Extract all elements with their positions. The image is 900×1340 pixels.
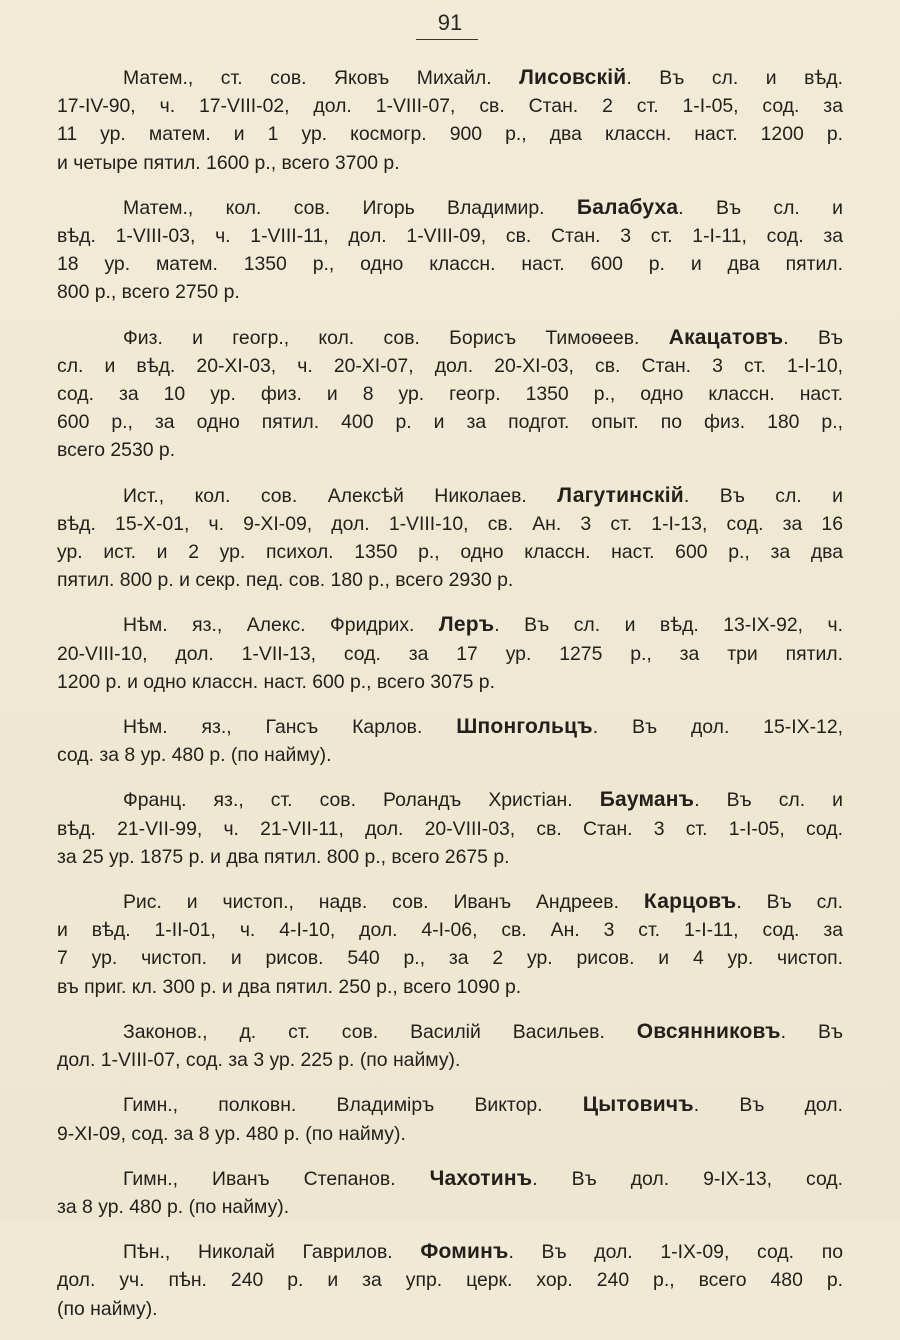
page-number-rule xyxy=(416,39,478,40)
entry-line xyxy=(57,92,843,120)
page-number: 91 xyxy=(437,10,463,35)
entry-text: Гимн., Иванъ Степанов. xyxy=(123,1167,396,1190)
entry-text: 17-IV-90, ч. 17-VIII-02, дол. 1-VIII-07, св. Стан. 2 ст. 1-I-05, сод. за xyxy=(57,95,843,118)
staff-entry xyxy=(57,1238,843,1323)
entry-line xyxy=(57,888,843,916)
entry-line xyxy=(57,380,843,408)
entry-text: вѣд. 1-VIII-03, ч. 1-VIII-11, дол. 1-VIII-09, св. Стан. 3 ст. 1-I-11, сод. за xyxy=(57,225,843,248)
entry-line xyxy=(57,1120,843,1148)
entry-line xyxy=(57,482,843,510)
entry-text: . Въ xyxy=(780,1020,844,1043)
entry-surname: Цытовичъ xyxy=(582,1093,694,1117)
entry-line xyxy=(57,510,843,538)
entry-text: 800 р., всего 2750 р. xyxy=(57,281,240,304)
staff-entry xyxy=(57,482,843,595)
entry-text: за 8 ур. 480 р. (по найму). xyxy=(57,1195,290,1218)
entry-text: 18 ур. матем. 1350 р., одно классн. наст. 600 р. и два пятил. xyxy=(57,253,843,276)
staff-entry xyxy=(57,64,843,177)
entry-surname: Чахотинъ xyxy=(429,1166,533,1190)
staff-entry xyxy=(57,324,843,465)
entry-surname: Леръ xyxy=(438,613,495,637)
entry-text: . Въ xyxy=(783,326,844,349)
entry-text: (по найму). xyxy=(57,1297,158,1320)
entry-surname: Овсянниковъ xyxy=(636,1019,781,1043)
entry-line xyxy=(57,1266,843,1294)
entry-text: 600 р., за одно пятил. 400 р. и за подгот. опыт. по физ. 180 р., xyxy=(57,411,843,434)
entry-text: 9-XI-09, сод. за 8 ур. 480 р. (по найму). xyxy=(57,1122,406,1145)
staff-entry xyxy=(57,786,843,871)
entry-text: и вѣд. 1-II-01, ч. 4-I-10, дол. 4-I-06, св. Ан. 3 ст. 1-I-11, сод. за xyxy=(57,919,843,942)
entry-line xyxy=(57,1295,843,1323)
entry-text: Гимн., полковн. Владиміръ Виктор. xyxy=(123,1094,543,1117)
entry-line xyxy=(57,250,843,278)
entry-text: дол. 1-VIII-07, сод. за 3 ур. 225 р. (по найму). xyxy=(57,1049,461,1072)
entry-line xyxy=(57,815,843,843)
entry-text: сод. за 10 ур. физ. и 8 ур. геогр. 1350 р., одно классн. наст. xyxy=(57,383,843,406)
entry-line xyxy=(57,843,843,871)
entry-text: . Въ дол. xyxy=(693,1094,843,1117)
staff-entry xyxy=(57,1091,843,1147)
entry-line xyxy=(57,1046,843,1074)
entry-text: 1200 р. и одно классн. наст. 600 р., всего 3075 р. xyxy=(57,670,495,693)
entry-text: 20-VIII-10, дол. 1-VII-13, сод. за 17 ур. 1275 р., за три пятил. xyxy=(57,642,843,665)
entry-line xyxy=(57,64,843,92)
entry-text: Матем., кол. сов. Игорь Владимир. xyxy=(123,196,545,219)
entry-surname: Карцовъ xyxy=(643,890,737,914)
staff-entry xyxy=(57,194,843,307)
entry-surname: Лагутинскій xyxy=(557,483,684,507)
entry-surname: Бауманъ xyxy=(599,788,695,812)
staff-entries xyxy=(57,64,843,1340)
entry-line xyxy=(57,1018,843,1046)
entry-line xyxy=(57,713,843,741)
entry-line xyxy=(57,1238,843,1266)
entry-text: ур. ист. и 2 ур. психол. 1350 р., одно классн. наст. 600 р., за два xyxy=(57,541,843,564)
entry-line xyxy=(57,408,843,436)
entry-line xyxy=(57,194,843,222)
entry-text: Франц. яз., ст. сов. Роландъ Христіан. xyxy=(123,789,573,812)
entry-surname: Шпонгольцъ xyxy=(456,715,593,739)
entry-line xyxy=(57,278,843,306)
staff-entry xyxy=(57,611,843,696)
entry-text: 11 ур. матем. и 1 ур. космогр. 900 р., два классн. наст. 1200 р. xyxy=(57,123,843,146)
entry-text: . Въ дол. 1-IX-09, сод. по xyxy=(508,1241,843,1264)
entry-text: . Въ сл. и xyxy=(694,789,843,812)
staff-entry xyxy=(57,713,843,769)
entry-line xyxy=(57,944,843,972)
entry-text: за 25 ур. 1875 р. и два пятил. 800 р., всего 2675 р. xyxy=(57,845,510,868)
entry-surname: Балабуха xyxy=(576,195,679,219)
entry-text: . Въ сл. и вѣд. 13-IX-92, ч. xyxy=(494,614,843,637)
entry-line xyxy=(57,1165,843,1193)
entry-line xyxy=(57,973,843,1001)
staff-entry xyxy=(57,1165,843,1221)
entry-text: Законов., д. ст. сов. Василій Васильев. xyxy=(123,1020,605,1043)
entry-text: Ист., кол. сов. Алексѣй Николаев. xyxy=(123,484,527,507)
entry-line xyxy=(57,640,843,668)
entry-text: вѣд. 15-X-01, ч. 9-XI-09, дол. 1-VIII-10, св. Ан. 3 ст. 1-I-13, сод. за 16 xyxy=(57,512,843,535)
entry-line xyxy=(57,436,843,464)
entry-text: Рис. и чистоп., надв. сов. Иванъ Андреев. xyxy=(123,891,619,914)
entry-line xyxy=(57,324,843,352)
entry-line xyxy=(57,538,843,566)
entry-text: . Въ дол. 9-IX-13, сод. xyxy=(532,1167,844,1190)
entry-line xyxy=(57,1091,843,1119)
entry-line xyxy=(57,668,843,696)
entry-text: . Въ сл. xyxy=(736,891,843,914)
entry-surname: Фоминъ xyxy=(420,1240,509,1264)
entry-line xyxy=(57,786,843,814)
entry-text: Матем., ст. сов. Яковъ Михайл. xyxy=(123,67,492,89)
entry-text: . Въ сл. и xyxy=(678,196,843,219)
entry-text: дол. уч. пѣн. 240 р. и за упр. церк. хор. 240 р., всего 480 р. xyxy=(57,1269,843,1292)
entry-line xyxy=(57,120,843,148)
entry-line xyxy=(57,566,843,594)
entry-surname: Акацатовъ xyxy=(668,325,784,349)
entry-line xyxy=(57,916,843,944)
entry-line xyxy=(57,1193,843,1221)
entry-text: . Въ сл. и вѣд. xyxy=(626,67,844,89)
entry-text: всего 2530 р. xyxy=(57,439,176,462)
entry-text: Нѣм. яз., Алекс. Фридрих. xyxy=(123,614,415,637)
entry-text: и четыре пятил. 1600 р., всего 3700 р. xyxy=(57,151,400,174)
entry-text: 7 ур. чистоп. и рисов. 540 р., за 2 ур. рисов. и 4 ур. чистоп. xyxy=(57,947,843,970)
entry-line xyxy=(57,741,843,769)
staff-entry xyxy=(57,888,843,1001)
entry-line xyxy=(57,222,843,250)
entry-text: сод. за 8 ур. 480 р. (по найму). xyxy=(57,744,332,767)
entry-line xyxy=(57,611,843,639)
entry-text: . Въ сл. и xyxy=(683,484,843,507)
entry-text: сл. и вѣд. 20-XI-03, ч. 20-XI-07, дол. 20-XI-03, св. Стан. 3 ст. 1-I-10, xyxy=(57,354,843,377)
entry-text: Пѣн., Николай Гаврилов. xyxy=(123,1241,393,1264)
staff-entry xyxy=(57,1018,843,1074)
entry-text: пятил. 800 р. и секр. пед. сов. 180 р., всего 2930 р. xyxy=(57,569,514,592)
entry-text: Физ. и геогр., кол. сов. Борисъ Тимоѳеев. xyxy=(123,326,640,349)
entry-surname: Лисовскій xyxy=(519,66,627,89)
entry-text: . Въ дол. 15-IX-12, xyxy=(592,716,843,739)
entry-text: Нѣм. яз., Гансъ Карлов. xyxy=(123,716,423,739)
entry-text: въ приг. кл. 300 р. и два пятил. 250 р., всего 1090 р. xyxy=(57,975,522,998)
entry-line xyxy=(57,149,843,177)
entry-text: вѣд. 21-VII-99, ч. 21-VII-11, дол. 20-VIII-03, св. Стан. 3 ст. 1-I-05, сод. xyxy=(57,817,843,840)
entry-line xyxy=(57,352,843,380)
